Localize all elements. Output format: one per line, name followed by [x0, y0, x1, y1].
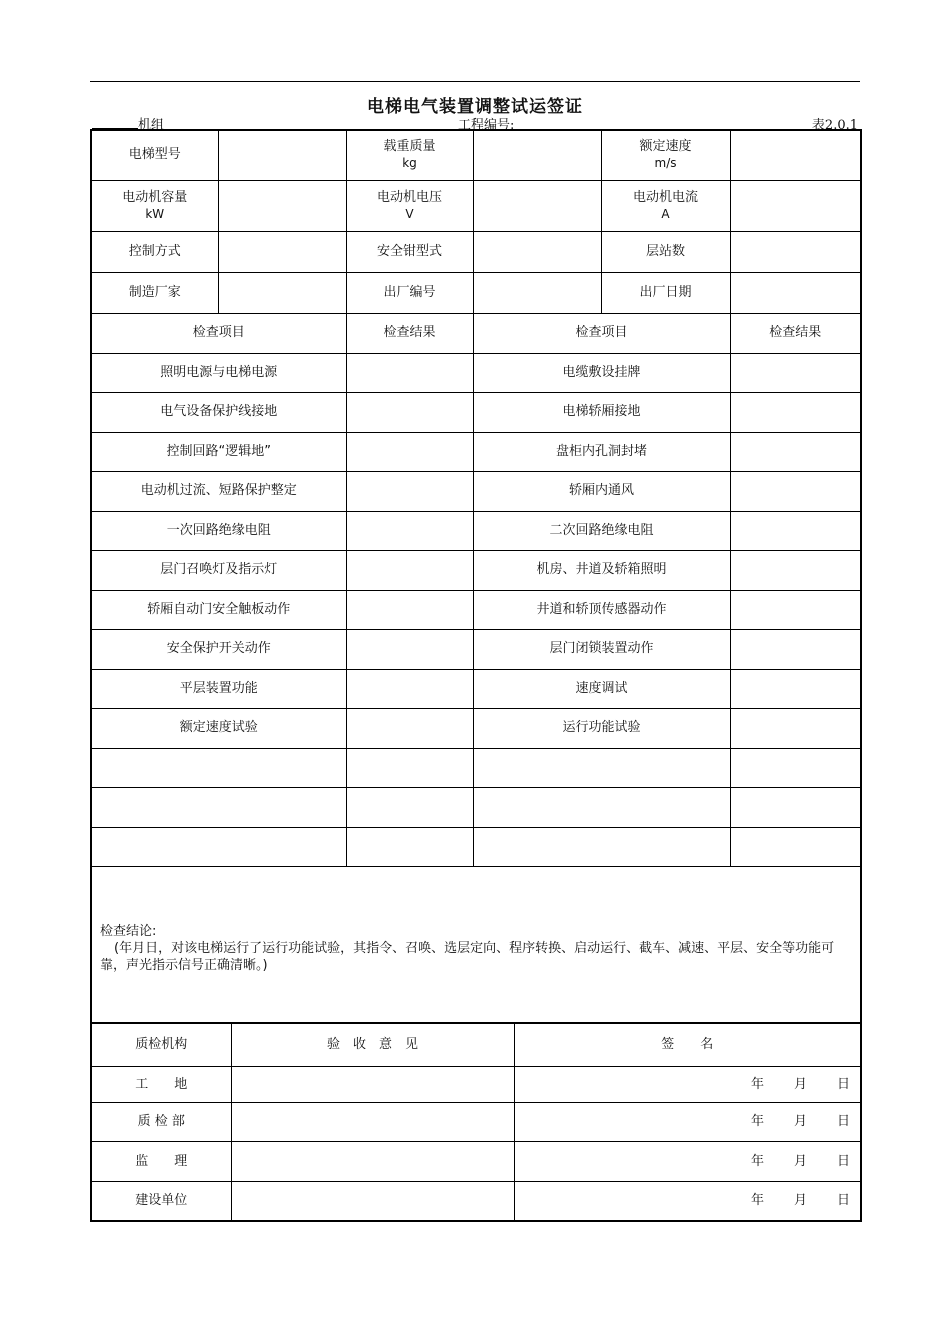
blank-result-left[interactable]: [346, 748, 473, 788]
rated-load-value[interactable]: [473, 130, 601, 180]
check-result-right[interactable]: [730, 590, 861, 630]
check-item-right: 井道和轿顶传感器动作: [473, 590, 730, 630]
check-row: [91, 393, 861, 433]
check-result-left[interactable]: [346, 669, 473, 709]
check-row: [91, 432, 861, 472]
opinion-cell[interactable]: [231, 1142, 514, 1182]
manufacture-date-value[interactable]: [730, 272, 861, 313]
safety-gear-label: 安全钳型式: [346, 231, 473, 272]
opinion-cell[interactable]: [231, 1103, 514, 1142]
table-number: 表2.0.1: [811, 118, 858, 133]
blank-item-left[interactable]: [91, 748, 346, 788]
motor-current-value[interactable]: [730, 180, 861, 231]
check-result-left[interactable]: [346, 432, 473, 472]
blank-check-row: [91, 788, 861, 828]
check-result-left[interactable]: [346, 393, 473, 433]
elevator-model-value[interactable]: [218, 130, 346, 180]
floors-stations-label: 层站数: [601, 231, 730, 272]
blank-result-right[interactable]: [730, 827, 861, 867]
org-owner: 建设单位: [91, 1182, 231, 1221]
check-item-left: 轿厢自动门安全触板动作: [91, 590, 346, 630]
conclusion-row: [91, 867, 861, 1023]
blank-item-left[interactable]: [91, 788, 346, 828]
check-item-right: 机房、井道及轿箱照明: [473, 551, 730, 591]
check-item-left: 照明电源与电梯电源: [91, 353, 346, 393]
check-item-left: 平层装置功能: [91, 669, 346, 709]
check-item-left: 安全保护开关动作: [91, 630, 346, 670]
check-result-right[interactable]: [730, 669, 861, 709]
elevator-model-label: 电梯型号: [91, 130, 218, 180]
floors-stations-value[interactable]: [730, 231, 861, 272]
spec-row: [91, 180, 861, 231]
org-header: 质检机构: [91, 1024, 231, 1067]
blank-item-right[interactable]: [473, 827, 730, 867]
check-result-header: 检查结果: [730, 313, 861, 353]
check-row: [91, 590, 861, 630]
project-no-label: 工程编号:: [458, 118, 515, 133]
check-item-right: 速度调试: [473, 669, 730, 709]
manufacture-date-label: 出厂日期: [601, 272, 730, 313]
serial-no-value[interactable]: [473, 272, 601, 313]
check-row: [91, 630, 861, 670]
conclusion-cell[interactable]: [91, 867, 861, 1023]
org-supervision: 监 理: [91, 1142, 231, 1182]
check-item-left: 层门召唤灯及指示灯: [91, 551, 346, 591]
signoff-row: [91, 1182, 861, 1221]
opinion-header: 验 收 意 见: [231, 1024, 514, 1067]
check-row: [91, 511, 861, 551]
check-row: [91, 353, 861, 393]
blank-result-right[interactable]: [730, 748, 861, 788]
check-item-header: 检查项目: [91, 313, 346, 353]
safety-gear-value[interactable]: [473, 231, 601, 272]
check-result-right[interactable]: [730, 551, 861, 591]
blank-result-left[interactable]: [346, 788, 473, 828]
check-result-left[interactable]: [346, 472, 473, 512]
spec-row: [91, 272, 861, 313]
check-row: [91, 472, 861, 512]
check-result-left[interactable]: [346, 590, 473, 630]
control-mode-label: 控制方式: [91, 231, 218, 272]
check-result-left[interactable]: [346, 551, 473, 591]
blank-result-right[interactable]: [730, 788, 861, 828]
signature-date-cell[interactable]: 年 月 日: [514, 1182, 861, 1221]
org-site: 工 地: [91, 1067, 231, 1103]
manufacturer-value[interactable]: [218, 272, 346, 313]
check-item-right: 电梯轿厢接地: [473, 393, 730, 433]
check-result-header: 检查结果: [346, 313, 473, 353]
signoff-row: [91, 1103, 861, 1142]
signoff-row: [91, 1067, 861, 1103]
check-result-left[interactable]: [346, 709, 473, 749]
manufacturer-label: 制造厂家: [91, 272, 218, 313]
opinion-cell[interactable]: [231, 1182, 514, 1221]
signoff-table: [90, 1023, 862, 1222]
blank-item-right[interactable]: [473, 748, 730, 788]
check-item-left: 额定速度试验: [91, 709, 346, 749]
signature-date-cell[interactable]: 年 月 日: [514, 1142, 861, 1182]
serial-no-label: 出厂编号: [346, 272, 473, 313]
rated-speed-value[interactable]: [730, 130, 861, 180]
check-header-row: [91, 313, 861, 353]
check-item-right: 轿厢内通风: [473, 472, 730, 512]
motor-capacity-label: 电动机容量 kW: [91, 180, 218, 231]
rated-speed-label: 额定速度 m/s: [601, 130, 730, 180]
unit-label: 机组: [92, 114, 164, 133]
check-item-left: 控制回路“逻辑地”: [91, 432, 346, 472]
signature-date-cell[interactable]: 年 月 日: [514, 1067, 861, 1103]
inspection-table: [90, 129, 862, 1024]
org-quality-dept: 质 检 部: [91, 1103, 231, 1142]
check-result-right[interactable]: [730, 472, 861, 512]
blank-item-right[interactable]: [473, 788, 730, 828]
motor-voltage-value[interactable]: [473, 180, 601, 231]
check-result-left[interactable]: [346, 511, 473, 551]
check-item-right: 层门闭锁装置动作: [473, 630, 730, 670]
signature-date-cell[interactable]: 年 月 日: [514, 1103, 861, 1142]
check-row: [91, 709, 861, 749]
spec-row: [91, 231, 861, 272]
signoff-row: [91, 1142, 861, 1182]
top-rule: [90, 81, 860, 82]
check-item-left: 电气设备保护线接地: [91, 393, 346, 433]
check-row: [91, 551, 861, 591]
check-result-right[interactable]: [730, 709, 861, 749]
rated-load-label: 载重质量 kg: [346, 130, 473, 180]
check-result-right[interactable]: [730, 353, 861, 393]
signoff-header-row: [91, 1024, 861, 1067]
check-item-right: 二次回路绝缘电阻: [473, 511, 730, 551]
spec-row: [91, 130, 861, 180]
blank-result-left[interactable]: [346, 827, 473, 867]
blank-item-left[interactable]: [91, 827, 346, 867]
check-item-header: 检查项目: [473, 313, 730, 353]
check-item-right: 盘柜内孔洞封堵: [473, 432, 730, 472]
page-title: 电梯电气装置调整试运签证: [367, 97, 583, 117]
motor-voltage-label: 电动机电压 V: [346, 180, 473, 231]
signature-header: 签 名: [514, 1024, 861, 1067]
conclusion-text: (年月日，对该电梯运行了运行功能试验，其指令、召唤、选层定向、程序转换、启动运行、截车、减速、平层、安全等功能可靠，声光指示信号正确清晰。): [100, 941, 835, 973]
motor-capacity-value[interactable]: [218, 180, 346, 231]
check-item-left: 电动机过流、短路保护整定: [91, 472, 346, 512]
check-result-right[interactable]: [730, 432, 861, 472]
blank-check-row: [91, 827, 861, 867]
check-result-left[interactable]: [346, 630, 473, 670]
check-result-right[interactable]: [730, 393, 861, 433]
motor-current-label: 电动机电流 A: [601, 180, 730, 231]
check-row: [91, 669, 861, 709]
opinion-cell[interactable]: [231, 1067, 514, 1103]
check-result-right[interactable]: [730, 630, 861, 670]
check-item-left: 一次回路绝缘电阻: [91, 511, 346, 551]
check-item-right: 电缆敷设挂牌: [473, 353, 730, 393]
control-mode-value[interactable]: [218, 231, 346, 272]
check-result-left[interactable]: [346, 353, 473, 393]
conclusion-label: 检查结论:: [100, 924, 157, 939]
check-result-right[interactable]: [730, 511, 861, 551]
blank-check-row: [91, 748, 861, 788]
check-item-right: 运行功能试验: [473, 709, 730, 749]
